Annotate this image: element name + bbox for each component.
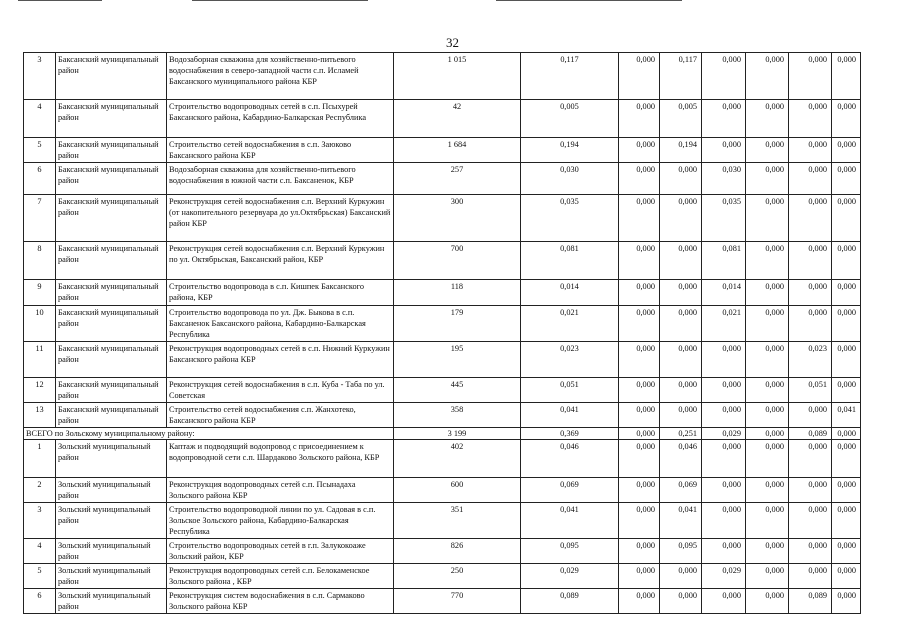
object-cell: Реконструкция водопроводных сетей в с.п. Нижний Куркужин Баксанского района КБР [167, 342, 394, 378]
value-cell: 0,000 [619, 306, 660, 342]
value-cell: 402 [394, 440, 521, 478]
value-cell: 0,095 [521, 539, 619, 564]
row-number: 5 [24, 138, 56, 163]
value-cell: 0,000 [832, 440, 861, 478]
value-cell: 0,014 [521, 280, 619, 306]
value-cell: 0,000 [619, 589, 660, 614]
row-number: 3 [24, 53, 56, 100]
value-cell: 0,000 [832, 195, 861, 242]
district-cell: Баксанский муниципальный район [56, 242, 167, 280]
total-row [24, 428, 861, 440]
table-row [24, 280, 861, 306]
value-cell: 0,000 [789, 564, 832, 589]
total-value-cell: 3 199 [394, 428, 521, 440]
object-cell: Реконструкция водопроводных сетей с.п. Белокаменское Зольского района , КБР [167, 564, 394, 589]
value-cell: 0,000 [746, 280, 789, 306]
value-cell: 0,041 [521, 403, 619, 428]
value-cell: 0,000 [789, 306, 832, 342]
object-cell: Каптаж и подводящий водопровод с присоединением к водопроводной сети с.п. Шардаково Зольского района, КБР [167, 440, 394, 478]
data-table [23, 52, 861, 614]
total-value-cell: 0,000 [746, 428, 789, 440]
value-cell: 0,000 [832, 342, 861, 378]
object-cell: Строительство водопровода по ул. Дж. Быкова в с.п. Баксаненок Баксанского района, Кабардино-Балкарская Республика [167, 306, 394, 342]
district-cell: Баксанский муниципальный район [56, 53, 167, 100]
value-cell: 0,000 [832, 163, 861, 195]
value-cell: 0,000 [702, 138, 746, 163]
value-cell: 0,000 [619, 163, 660, 195]
object-cell: Водозаборная скважина для хозяйственно-питьевого водоснабжения в южной части с.п. Баксаненок, КБР [167, 163, 394, 195]
value-cell: 0,000 [660, 242, 702, 280]
total-value-cell: 0,000 [619, 428, 660, 440]
value-cell: 0,005 [660, 100, 702, 138]
value-cell: 0,000 [660, 564, 702, 589]
value-cell: 0,000 [832, 306, 861, 342]
row-number: 3 [24, 503, 56, 539]
value-cell: 0,023 [789, 342, 832, 378]
row-number: 9 [24, 280, 56, 306]
row-number: 6 [24, 163, 56, 195]
total-value-cell: 0,369 [521, 428, 619, 440]
value-cell: 0,000 [619, 342, 660, 378]
value-cell: 0,000 [832, 503, 861, 539]
object-cell: Реконструкция сетей водоснабжения с.п. Верхний Куркужин по ул. Октябрьская, Баксанский район, КБР [167, 242, 394, 280]
object-cell: Водозаборная скважина для хозяйственно-питьевого водоснабжения в северо-западной части с.п. Исламей Баксанского муниципального района КБР [167, 53, 394, 100]
value-cell: 0,000 [746, 564, 789, 589]
value-cell: 1 684 [394, 138, 521, 163]
total-value-cell: 0,029 [702, 428, 746, 440]
total-value-cell: 0,251 [660, 428, 702, 440]
value-cell: 0,000 [832, 539, 861, 564]
value-cell: 0,000 [702, 53, 746, 100]
value-cell: 0,000 [702, 478, 746, 503]
value-cell: 0,000 [832, 53, 861, 100]
table-row [24, 403, 861, 428]
row-number: 5 [24, 564, 56, 589]
value-cell: 0,000 [660, 378, 702, 403]
value-cell: 0,000 [746, 378, 789, 403]
district-cell: Баксанский муниципальный район [56, 403, 167, 428]
district-cell: Зольский муниципальный район [56, 440, 167, 478]
value-cell: 0,029 [702, 564, 746, 589]
value-cell: 195 [394, 342, 521, 378]
value-cell: 250 [394, 564, 521, 589]
value-cell: 0,000 [660, 163, 702, 195]
value-cell: 0,041 [832, 403, 861, 428]
object-cell: Строительство сетей водоснабжения в с.п. Заюково Баксанского района КБР [167, 138, 394, 163]
value-cell: 0,194 [521, 138, 619, 163]
value-cell: 0,005 [521, 100, 619, 138]
district-cell: Зольский муниципальный район [56, 564, 167, 589]
value-cell: 1 015 [394, 53, 521, 100]
value-cell: 0,000 [660, 195, 702, 242]
value-cell: 0,041 [521, 503, 619, 539]
table-row [24, 440, 861, 478]
table-row [24, 378, 861, 403]
value-cell: 0,000 [619, 138, 660, 163]
value-cell: 179 [394, 306, 521, 342]
value-cell: 0,000 [660, 306, 702, 342]
value-cell: 0,089 [521, 589, 619, 614]
value-cell: 0,194 [660, 138, 702, 163]
district-cell: Баксанский муниципальный район [56, 100, 167, 138]
value-cell: 0,000 [832, 564, 861, 589]
object-cell: Строительство водопроводных сетей в г.п. Залукокоаже Зольский район, КБР [167, 539, 394, 564]
value-cell: 0,000 [832, 280, 861, 306]
value-cell: 0,000 [789, 440, 832, 478]
row-number: 4 [24, 100, 56, 138]
row-number: 7 [24, 195, 56, 242]
table-row [24, 539, 861, 564]
total-value-cell: 0,089 [789, 428, 832, 440]
value-cell: 0,000 [619, 503, 660, 539]
value-cell: 0,041 [660, 503, 702, 539]
table-row [24, 564, 861, 589]
value-cell: 0,000 [789, 195, 832, 242]
value-cell: 0,000 [746, 403, 789, 428]
row-number: 12 [24, 378, 56, 403]
object-cell: Реконструкция сетей водоснабжения в с.п. Куба - Таба по ул. Советская [167, 378, 394, 403]
value-cell: 0,000 [789, 503, 832, 539]
value-cell: 0,000 [789, 403, 832, 428]
district-cell: Баксанский муниципальный район [56, 138, 167, 163]
page-number: 32 [446, 35, 459, 50]
table-row [24, 138, 861, 163]
value-cell: 0,000 [619, 280, 660, 306]
value-cell: 0,000 [746, 589, 789, 614]
table-row [24, 195, 861, 242]
value-cell: 0,000 [746, 440, 789, 478]
value-cell: 0,000 [832, 589, 861, 614]
table-row [24, 503, 861, 539]
table-row [24, 342, 861, 378]
table-row [24, 53, 861, 100]
value-cell: 0,000 [619, 53, 660, 100]
object-cell: Реконструкция систем водоснабжения в с.п. Сармаково Зольского района КБР [167, 589, 394, 614]
value-cell: 358 [394, 403, 521, 428]
value-cell: 0,000 [789, 539, 832, 564]
value-cell: 0,000 [789, 53, 832, 100]
table-row [24, 100, 861, 138]
value-cell: 0,000 [832, 242, 861, 280]
value-cell: 0,000 [619, 564, 660, 589]
value-cell: 300 [394, 195, 521, 242]
row-number: 13 [24, 403, 56, 428]
value-cell: 0,035 [521, 195, 619, 242]
value-cell: 0,000 [746, 163, 789, 195]
row-number: 11 [24, 342, 56, 378]
value-cell: 0,000 [789, 478, 832, 503]
value-cell: 0,089 [789, 589, 832, 614]
value-cell: 0,029 [521, 564, 619, 589]
total-label: ВСЕГО по Зольскому муниципальному району: [24, 428, 394, 440]
value-cell: 0,000 [702, 100, 746, 138]
row-number: 1 [24, 440, 56, 478]
value-cell: 0,000 [619, 100, 660, 138]
value-cell: 0,000 [619, 440, 660, 478]
value-cell: 0,030 [521, 163, 619, 195]
value-cell: 0,000 [746, 503, 789, 539]
value-cell: 0,000 [702, 589, 746, 614]
value-cell: 0,000 [746, 100, 789, 138]
district-cell: Баксанский муниципальный район [56, 280, 167, 306]
value-cell: 0,000 [832, 378, 861, 403]
value-cell: 0,000 [789, 100, 832, 138]
value-cell: 0,000 [702, 503, 746, 539]
value-cell: 0,000 [746, 478, 789, 503]
value-cell: 0,000 [746, 242, 789, 280]
object-cell: Строительство водопроводной линии по ул. Садовая в с.п. Зольское Зольского района, Кабардино-Балкарская Республика [167, 503, 394, 539]
object-cell: Строительство водопроводных сетей в с.п. Псыхурей Баксанского района, Кабардино-Балкарская Республика [167, 100, 394, 138]
row-number: 2 [24, 478, 56, 503]
value-cell: 0,000 [789, 242, 832, 280]
value-cell: 0,021 [521, 306, 619, 342]
value-cell: 118 [394, 280, 521, 306]
value-cell: 0,030 [702, 163, 746, 195]
value-cell: 826 [394, 539, 521, 564]
table-row [24, 306, 861, 342]
table-row [24, 163, 861, 195]
object-cell: Строительство сетей водоснабжения с.п. Жанхотеко, Баксанского района КБР [167, 403, 394, 428]
district-cell: Зольский муниципальный район [56, 589, 167, 614]
value-cell: 0,000 [619, 195, 660, 242]
value-cell: 0,000 [789, 280, 832, 306]
table-row [24, 589, 861, 614]
value-cell: 0,081 [702, 242, 746, 280]
value-cell: 42 [394, 100, 521, 138]
value-cell: 0,000 [746, 53, 789, 100]
value-cell: 0,000 [619, 403, 660, 428]
value-cell: 0,000 [746, 306, 789, 342]
table-row [24, 478, 861, 503]
value-cell: 0,117 [521, 53, 619, 100]
value-cell: 0,000 [702, 342, 746, 378]
value-cell: 600 [394, 478, 521, 503]
value-cell: 0,000 [660, 589, 702, 614]
value-cell: 0,000 [619, 242, 660, 280]
object-cell: Строительство водопровода в с.п. Кишпек Баксанского района, КБР [167, 280, 394, 306]
value-cell: 0,000 [746, 539, 789, 564]
value-cell: 0,069 [521, 478, 619, 503]
value-cell: 0,051 [789, 378, 832, 403]
value-cell: 0,095 [660, 539, 702, 564]
value-cell: 0,035 [702, 195, 746, 242]
value-cell: 0,000 [789, 163, 832, 195]
value-cell: 0,000 [702, 440, 746, 478]
object-cell: Реконструкция сетей водоснабжения с.п. Верхний Куркужин (от накопительного резервуара до ул.Октябрьская) Баксанский район КБР [167, 195, 394, 242]
district-cell: Баксанский муниципальный район [56, 163, 167, 195]
value-cell: 0,000 [660, 403, 702, 428]
value-cell: 0,000 [619, 378, 660, 403]
district-cell: Зольский муниципальный район [56, 539, 167, 564]
top-rule-mid [192, 0, 368, 1]
table-row [24, 242, 861, 280]
value-cell: 445 [394, 378, 521, 403]
value-cell: 0,051 [521, 378, 619, 403]
top-rule-left [18, 0, 102, 1]
value-cell: 0,000 [789, 138, 832, 163]
district-cell: Зольский муниципальный район [56, 478, 167, 503]
value-cell: 351 [394, 503, 521, 539]
district-cell: Баксанский муниципальный район [56, 306, 167, 342]
value-cell: 0,000 [660, 280, 702, 306]
value-cell: 770 [394, 589, 521, 614]
row-number: 10 [24, 306, 56, 342]
value-cell: 0,000 [832, 478, 861, 503]
value-cell: 0,000 [619, 478, 660, 503]
district-cell: Баксанский муниципальный район [56, 195, 167, 242]
district-cell: Зольский муниципальный район [56, 503, 167, 539]
top-rule-right [496, 0, 682, 1]
value-cell: 0,000 [702, 378, 746, 403]
row-number: 4 [24, 539, 56, 564]
value-cell: 700 [394, 242, 521, 280]
value-cell: 0,069 [660, 478, 702, 503]
value-cell: 0,081 [521, 242, 619, 280]
value-cell: 0,000 [746, 342, 789, 378]
district-cell: Баксанский муниципальный район [56, 342, 167, 378]
row-number: 6 [24, 589, 56, 614]
value-cell: 0,000 [746, 138, 789, 163]
row-number: 8 [24, 242, 56, 280]
value-cell: 0,117 [660, 53, 702, 100]
value-cell: 0,000 [702, 539, 746, 564]
value-cell: 0,000 [832, 100, 861, 138]
value-cell: 0,046 [521, 440, 619, 478]
value-cell: 0,000 [660, 342, 702, 378]
object-cell: Реконструкция водопроводных сетей с.п. Псынадаха Зольского района КБР [167, 478, 394, 503]
value-cell: 0,000 [746, 195, 789, 242]
value-cell: 0,000 [832, 138, 861, 163]
value-cell: 0,014 [702, 280, 746, 306]
value-cell: 0,046 [660, 440, 702, 478]
value-cell: 0,000 [702, 403, 746, 428]
district-cell: Баксанский муниципальный район [56, 378, 167, 403]
value-cell: 0,000 [619, 539, 660, 564]
value-cell: 0,023 [521, 342, 619, 378]
value-cell: 0,021 [702, 306, 746, 342]
value-cell: 257 [394, 163, 521, 195]
total-value-cell: 0,000 [832, 428, 861, 440]
